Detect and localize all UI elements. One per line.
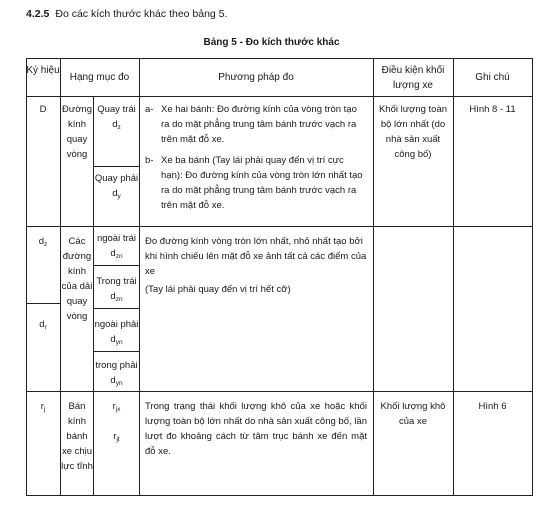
row1-method-a: a- Xe hai bánh: Đo đường kính của vòng tròn tạo ra do mặt phẳng trung tâm bánh trước vạch ra trên mặt đỗ xe.	[145, 104, 357, 145]
header-note: Ghi chú	[475, 72, 510, 83]
table-border-bottom	[26, 495, 532, 496]
col-divider-4	[373, 58, 374, 496]
col-divider-5	[453, 58, 454, 496]
row2-sub-divider-3	[93, 351, 139, 352]
row2-symbol-top: $d_z$	[38, 236, 48, 248]
row1-note: Hình 8 - 11	[469, 104, 516, 115]
row1-sub-divider	[93, 166, 139, 167]
row2-sub3: ngoài phải $d_{yn}$	[94, 319, 139, 346]
row1-method	[145, 102, 367, 213]
row2-sub-divider-2	[93, 308, 139, 309]
row3-condition: Khối lượng khô của xe	[380, 401, 446, 427]
section-number: 4.2.5	[26, 8, 50, 20]
row1-symbol: D	[39, 104, 47, 115]
row2-sub2: Trong trái $d_{zn}$	[96, 276, 137, 303]
row3-method: Trong trạng thái khối lượng khô của xe hoặc khối lượng toàn bộ lớn nhất do nhà sản xuất công bố, lần lượt đo khoảng cách từ tâm trục bánh xe đến mặt đỗ xe.	[145, 401, 367, 457]
row1-item: Đường kính quay vòng	[61, 104, 93, 160]
row2-sub1: ngoài trái $d_{zn}$	[96, 233, 137, 260]
row1-divider	[26, 226, 532, 227]
row3-sub2: $r_{jt}$	[113, 431, 120, 443]
row1-method-b: b- Xe ba bánh (Tay lái phải quay đến vị trí cực hạn): Đo đường kính của vòng tròn lớn nhất tạo ra do mặt phẳng trung tâm bánh trước vạch ra trên mặt đỗ xe.	[145, 155, 363, 211]
section-heading	[26, 8, 227, 20]
table-border-right	[532, 58, 533, 496]
row2-symbol-bottom: $d_r$	[39, 319, 47, 331]
table-border-left	[26, 58, 27, 496]
header-symbol: Ký hiệu	[26, 65, 60, 76]
row2-sub4: trong phải $d_{yn}$	[95, 360, 138, 387]
header-condition: Điều kiện khối lượng xe	[381, 65, 445, 91]
col-divider-3	[139, 58, 140, 496]
row1-sub-right: Quay phải $d_y$	[94, 173, 139, 200]
row3-note: Hình 6	[478, 401, 507, 412]
row2-method-1: Đo đường kính vòng tròn lớn nhất, nhỏ nhất tạo bởi khi hình chiếu lên mặt đỗ xe ảnh tất cả các điểm của xe	[145, 236, 367, 277]
table-caption: Bảng 5 - Đo kích thước khác	[203, 37, 340, 48]
row3-sub1: $r_{jx}$	[112, 401, 121, 413]
header-item: Hạng mục đo	[69, 72, 130, 83]
header-divider	[26, 96, 532, 97]
section-text: Đo các kích thước khác theo bảng 5.	[55, 8, 228, 20]
row2-symbol-divider	[26, 303, 60, 304]
row2-item: Các đường kính của dải quay vòng	[61, 236, 93, 322]
row1-sub-left: Quay trái $d_z$	[97, 104, 136, 131]
row3-item: Bán kính bánh xe chịu lực tĩnh	[61, 401, 93, 472]
header-method: Phương pháp đo	[218, 72, 294, 83]
table-border-top	[26, 58, 532, 59]
row2-method	[145, 234, 367, 297]
row3-symbol: $r_j$	[40, 401, 46, 413]
row2-method-2: (Tay lái phải quay đến vị trí hết cỡ)	[145, 284, 291, 295]
row1-condition: Khối lượng toàn bộ lớn nhất (do nhà sản xuất công bố)	[378, 104, 448, 160]
row2-divider	[26, 391, 532, 392]
row2-sub-divider-1	[93, 265, 139, 266]
